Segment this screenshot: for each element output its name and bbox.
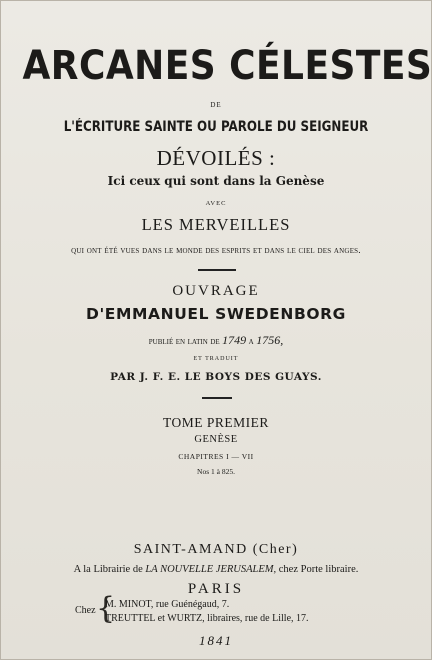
publie-prefix: publié en latin de xyxy=(148,336,220,347)
devoiles-line: DÉVOILÉS : xyxy=(156,146,276,170)
publication-year: 1841 xyxy=(199,633,233,648)
publie-mid: a xyxy=(248,336,254,347)
book-name: GENÈSE xyxy=(194,434,238,445)
address-minot: M. MINOT, rue Guénégaud, 7. xyxy=(105,599,230,610)
ici-line: Ici ceux qui sont dans la Genèse xyxy=(107,174,325,188)
de-line: DE xyxy=(210,101,222,109)
chapters-line: CHAPITRES I — VII xyxy=(178,452,254,461)
year-end: 1756, xyxy=(256,333,284,347)
traduit-line: ET TRADUIT xyxy=(193,356,239,362)
tome-line: TOME PREMIER xyxy=(163,415,269,430)
brace-icon: { xyxy=(96,591,116,626)
merveilles-line: LES MERVEILLES xyxy=(141,215,291,234)
place-line: SAINT-AMAND (Cher) xyxy=(133,542,299,557)
librairie-suffix: chez Porte libraire. xyxy=(278,564,359,575)
subtitle-line: L'ÉCRITURE SAINTE OU PAROLE DU SEIGNEUR xyxy=(63,119,369,135)
librairie-prefix: A la Librairie de xyxy=(73,564,143,575)
numbers-line: Nos 1 à 825. xyxy=(197,467,235,476)
ouvrage-line: OUVRAGE xyxy=(172,283,260,299)
address-treuttel: TREUTTEL et WURTZ, libraires, rue de Lille, 17. xyxy=(105,613,309,624)
avec-line: AVEC xyxy=(205,200,227,207)
librairie-name: LA NOUVELLE JERUSALEM, xyxy=(145,564,277,575)
translator-line: PAR J. F. E. LE BOYS DES GUAYS. xyxy=(110,371,322,383)
divider-rule xyxy=(198,269,236,271)
publication-line xyxy=(1,333,431,348)
description-line: qui ont été vues dans le monde des esprits et dans le ciel des anges. xyxy=(71,245,361,256)
librairie-line xyxy=(1,564,431,575)
divider-rule-short xyxy=(202,397,232,399)
author-name: D'EMMANUEL SWEDENBORG xyxy=(86,305,346,323)
book-title: ARCANES CÉLESTES xyxy=(22,43,432,89)
year-start: 1749 xyxy=(222,333,247,347)
chez-label: Chez xyxy=(75,605,96,616)
city-line: PARIS xyxy=(187,581,245,597)
